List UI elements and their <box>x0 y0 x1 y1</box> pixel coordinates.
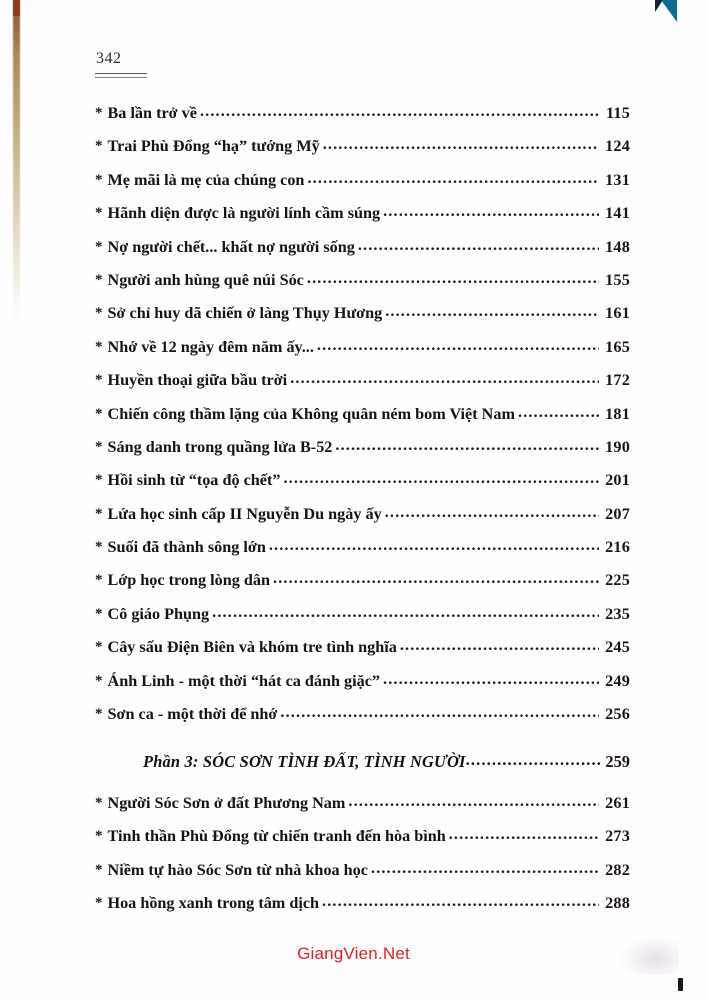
bullet-icon: * <box>95 472 103 489</box>
toc-entry-page-number: 235 <box>605 604 630 623</box>
bullet-icon: * <box>95 105 103 121</box>
bullet-icon: * <box>95 338 103 355</box>
toc-entry-page-number: 216 <box>605 538 630 557</box>
toc-entry-title: Người anh hùng quê núi Sóc <box>107 270 304 289</box>
bullet-icon: * <box>95 438 103 455</box>
toc-entry-page-number: 124 <box>605 137 630 156</box>
dot-leader <box>385 503 599 522</box>
toc-entry[interactable] <box>95 638 630 671</box>
toc-entry-title: Người Sóc Sơn ở đất Phương Nam <box>107 793 346 812</box>
bullet-icon: * <box>95 138 103 155</box>
toc-entry-page-number: 282 <box>605 860 630 879</box>
toc-entry-title: Hoa hồng xanh trong tâm dịch <box>107 893 320 912</box>
toc-entry-title: Hãnh diện được là người lính cầm súng <box>107 204 381 223</box>
bullet-icon: * <box>95 706 103 723</box>
dot-leader <box>200 102 599 121</box>
toc-entry-title: Nhớ về 12 ngày đêm năm ấy... <box>107 337 314 356</box>
toc-entry-page-number: 165 <box>605 337 630 356</box>
dot-leader <box>385 302 599 321</box>
bullet-icon: * <box>95 505 103 522</box>
bullet-icon: * <box>95 205 103 222</box>
bullet-icon: * <box>95 828 103 845</box>
toc-entry[interactable] <box>95 827 630 860</box>
bullet-icon: * <box>95 572 103 589</box>
toc-entry-list <box>95 104 630 927</box>
book-spine-shadow <box>13 0 20 330</box>
toc-entry-title: Niềm tự hào Sóc Sơn từ nhà khoa học <box>107 860 368 879</box>
toc-part-heading-title: Phần 3: SÓC SƠN TÌNH ĐẤT, TÌNH NGƯỜI <box>143 752 466 772</box>
bullet-icon: * <box>95 894 103 911</box>
dot-leader <box>269 536 599 555</box>
scan-artifact-speck <box>678 978 683 991</box>
dot-leader <box>358 236 599 255</box>
dot-leader <box>307 169 599 188</box>
toc-entry-title: Lứa học sinh cấp II Nguyễn Du ngày ấy <box>107 504 382 523</box>
dot-leader <box>518 403 599 422</box>
toc-entry-title: Suối đã thành sông lớn <box>107 538 266 557</box>
book-spine-top-mark <box>13 0 20 16</box>
toc-entry[interactable] <box>95 894 630 927</box>
dot-leader <box>212 603 599 622</box>
toc-entry[interactable] <box>95 794 630 827</box>
toc-entry-title: Tinh thần Phù Đổng từ chiến tranh đến hòa bình <box>107 827 446 846</box>
toc-entry[interactable] <box>95 438 630 471</box>
dot-leader <box>322 892 599 911</box>
toc-entry-page-number: 161 <box>605 304 630 323</box>
toc-entry-page-number: 141 <box>605 204 630 223</box>
dot-leader <box>348 792 599 811</box>
toc-entry-title: Nợ người chết... khất nợ người sống <box>107 237 355 256</box>
toc-entry-page-number: 249 <box>605 671 630 690</box>
toc-entry[interactable] <box>95 171 630 204</box>
toc-entry-title: Sở chỉ huy dã chiến ở làng Thụy Hương <box>107 304 383 323</box>
toc-entry-page-number: 115 <box>606 104 630 122</box>
toc-entry[interactable] <box>95 338 630 371</box>
dot-leader <box>283 469 599 488</box>
bullet-icon: * <box>95 171 103 188</box>
toc-entry-title: Lớp học trong lòng dân <box>107 571 270 590</box>
dot-leader <box>317 336 599 355</box>
dot-leader <box>290 369 599 388</box>
toc-entry[interactable] <box>95 605 630 638</box>
dot-leader <box>400 636 599 655</box>
toc-entry[interactable] <box>95 471 630 504</box>
dot-leader <box>323 135 599 154</box>
toc-entry-page-number: 261 <box>605 793 630 812</box>
bullet-icon: * <box>95 639 103 656</box>
toc-entry[interactable] <box>95 505 630 538</box>
toc-entry[interactable] <box>95 304 630 337</box>
toc-entry-page-number: 172 <box>605 371 630 390</box>
page-number-rule-top <box>95 73 147 74</box>
toc-entry-title: Chiến công thầm lặng của Không quân ném bom Việt Nam <box>107 404 515 423</box>
toc-entry[interactable] <box>95 405 630 438</box>
bullet-icon: * <box>95 372 103 389</box>
bullet-icon: * <box>95 271 103 288</box>
bullet-icon: * <box>95 405 103 422</box>
dot-leader <box>449 825 599 844</box>
toc-entry-page-number: 155 <box>605 270 630 289</box>
dot-leader <box>383 670 599 689</box>
bullet-icon: * <box>95 238 103 255</box>
toc-entry-page-number: 131 <box>605 170 630 189</box>
dot-leader <box>280 703 599 722</box>
toc-entry-page-number: 190 <box>605 437 630 456</box>
bullet-icon: * <box>95 672 103 689</box>
table-of-contents <box>95 104 630 927</box>
bullet-icon: * <box>95 305 103 322</box>
toc-entry-title: Cây sấu Điện Biên và khóm tre tình nghĩa <box>107 638 397 657</box>
toc-entry-title: Sơn ca - một thời để nhớ <box>107 705 278 724</box>
toc-entry-page-number: 225 <box>605 571 630 590</box>
bullet-icon: * <box>95 605 103 622</box>
toc-entry[interactable] <box>95 861 630 894</box>
toc-entry-page-number: 148 <box>605 237 630 256</box>
toc-entry[interactable] <box>95 705 630 738</box>
bullet-icon: * <box>95 861 103 878</box>
watermark: GiangVien.Net <box>297 944 410 963</box>
bullet-icon: * <box>95 794 103 811</box>
toc-entry-title: Mẹ mãi là mẹ của chúng con <box>107 170 305 189</box>
toc-entry-title: Ánh Linh - một thời “hát ca đánh giặc” <box>107 671 381 690</box>
scan-artifact-corner-icon <box>661 0 677 22</box>
dot-leader <box>466 750 600 770</box>
toc-entry-title: Huyền thoại giữa bầu trời <box>107 371 288 390</box>
toc-entry-page-number: 201 <box>605 471 630 490</box>
toc-entry-page-number: 181 <box>605 404 630 423</box>
dot-leader <box>273 569 599 588</box>
toc-entry-page-number: 207 <box>605 504 630 523</box>
dot-leader <box>371 859 599 878</box>
toc-entry[interactable] <box>95 672 630 705</box>
bullet-icon: * <box>95 539 103 556</box>
toc-entry-title: Hồi sinh từ “tọa độ chết” <box>107 471 281 490</box>
toc-entry-page-number: 256 <box>605 705 630 724</box>
dot-leader <box>335 436 599 455</box>
toc-entry[interactable] <box>95 538 630 571</box>
dot-leader <box>383 202 599 221</box>
toc-entry-page-number: 273 <box>605 827 630 846</box>
toc-entry[interactable] <box>95 137 630 170</box>
scan-artifact-corner-dark-icon <box>655 0 663 12</box>
page-number <box>96 50 122 68</box>
toc-entry-title: Cô giáo Phụng <box>107 604 210 623</box>
toc-entry[interactable] <box>95 204 630 237</box>
toc-entry-page-number: 245 <box>605 638 630 657</box>
toc-entry[interactable] <box>95 371 630 404</box>
toc-entry-title: Sáng danh trong quầng lửa B-52 <box>107 437 333 456</box>
toc-entry[interactable] <box>95 238 630 271</box>
dot-leader <box>307 269 599 288</box>
toc-part-heading-page-number: 259 <box>605 752 630 772</box>
toc-entry-page-number: 288 <box>605 893 630 912</box>
toc-part-heading[interactable] <box>95 752 630 785</box>
toc-entry[interactable] <box>95 104 630 137</box>
page-number-rule-bottom <box>95 77 147 78</box>
toc-entry-title: Trai Phù Đổng “hạ” tướng Mỹ <box>107 137 320 156</box>
page-number-value: 342 <box>96 50 122 67</box>
toc-entry[interactable] <box>95 271 630 304</box>
toc-entry-title: Ba lần trở về <box>107 104 197 122</box>
toc-entry[interactable] <box>95 571 630 604</box>
